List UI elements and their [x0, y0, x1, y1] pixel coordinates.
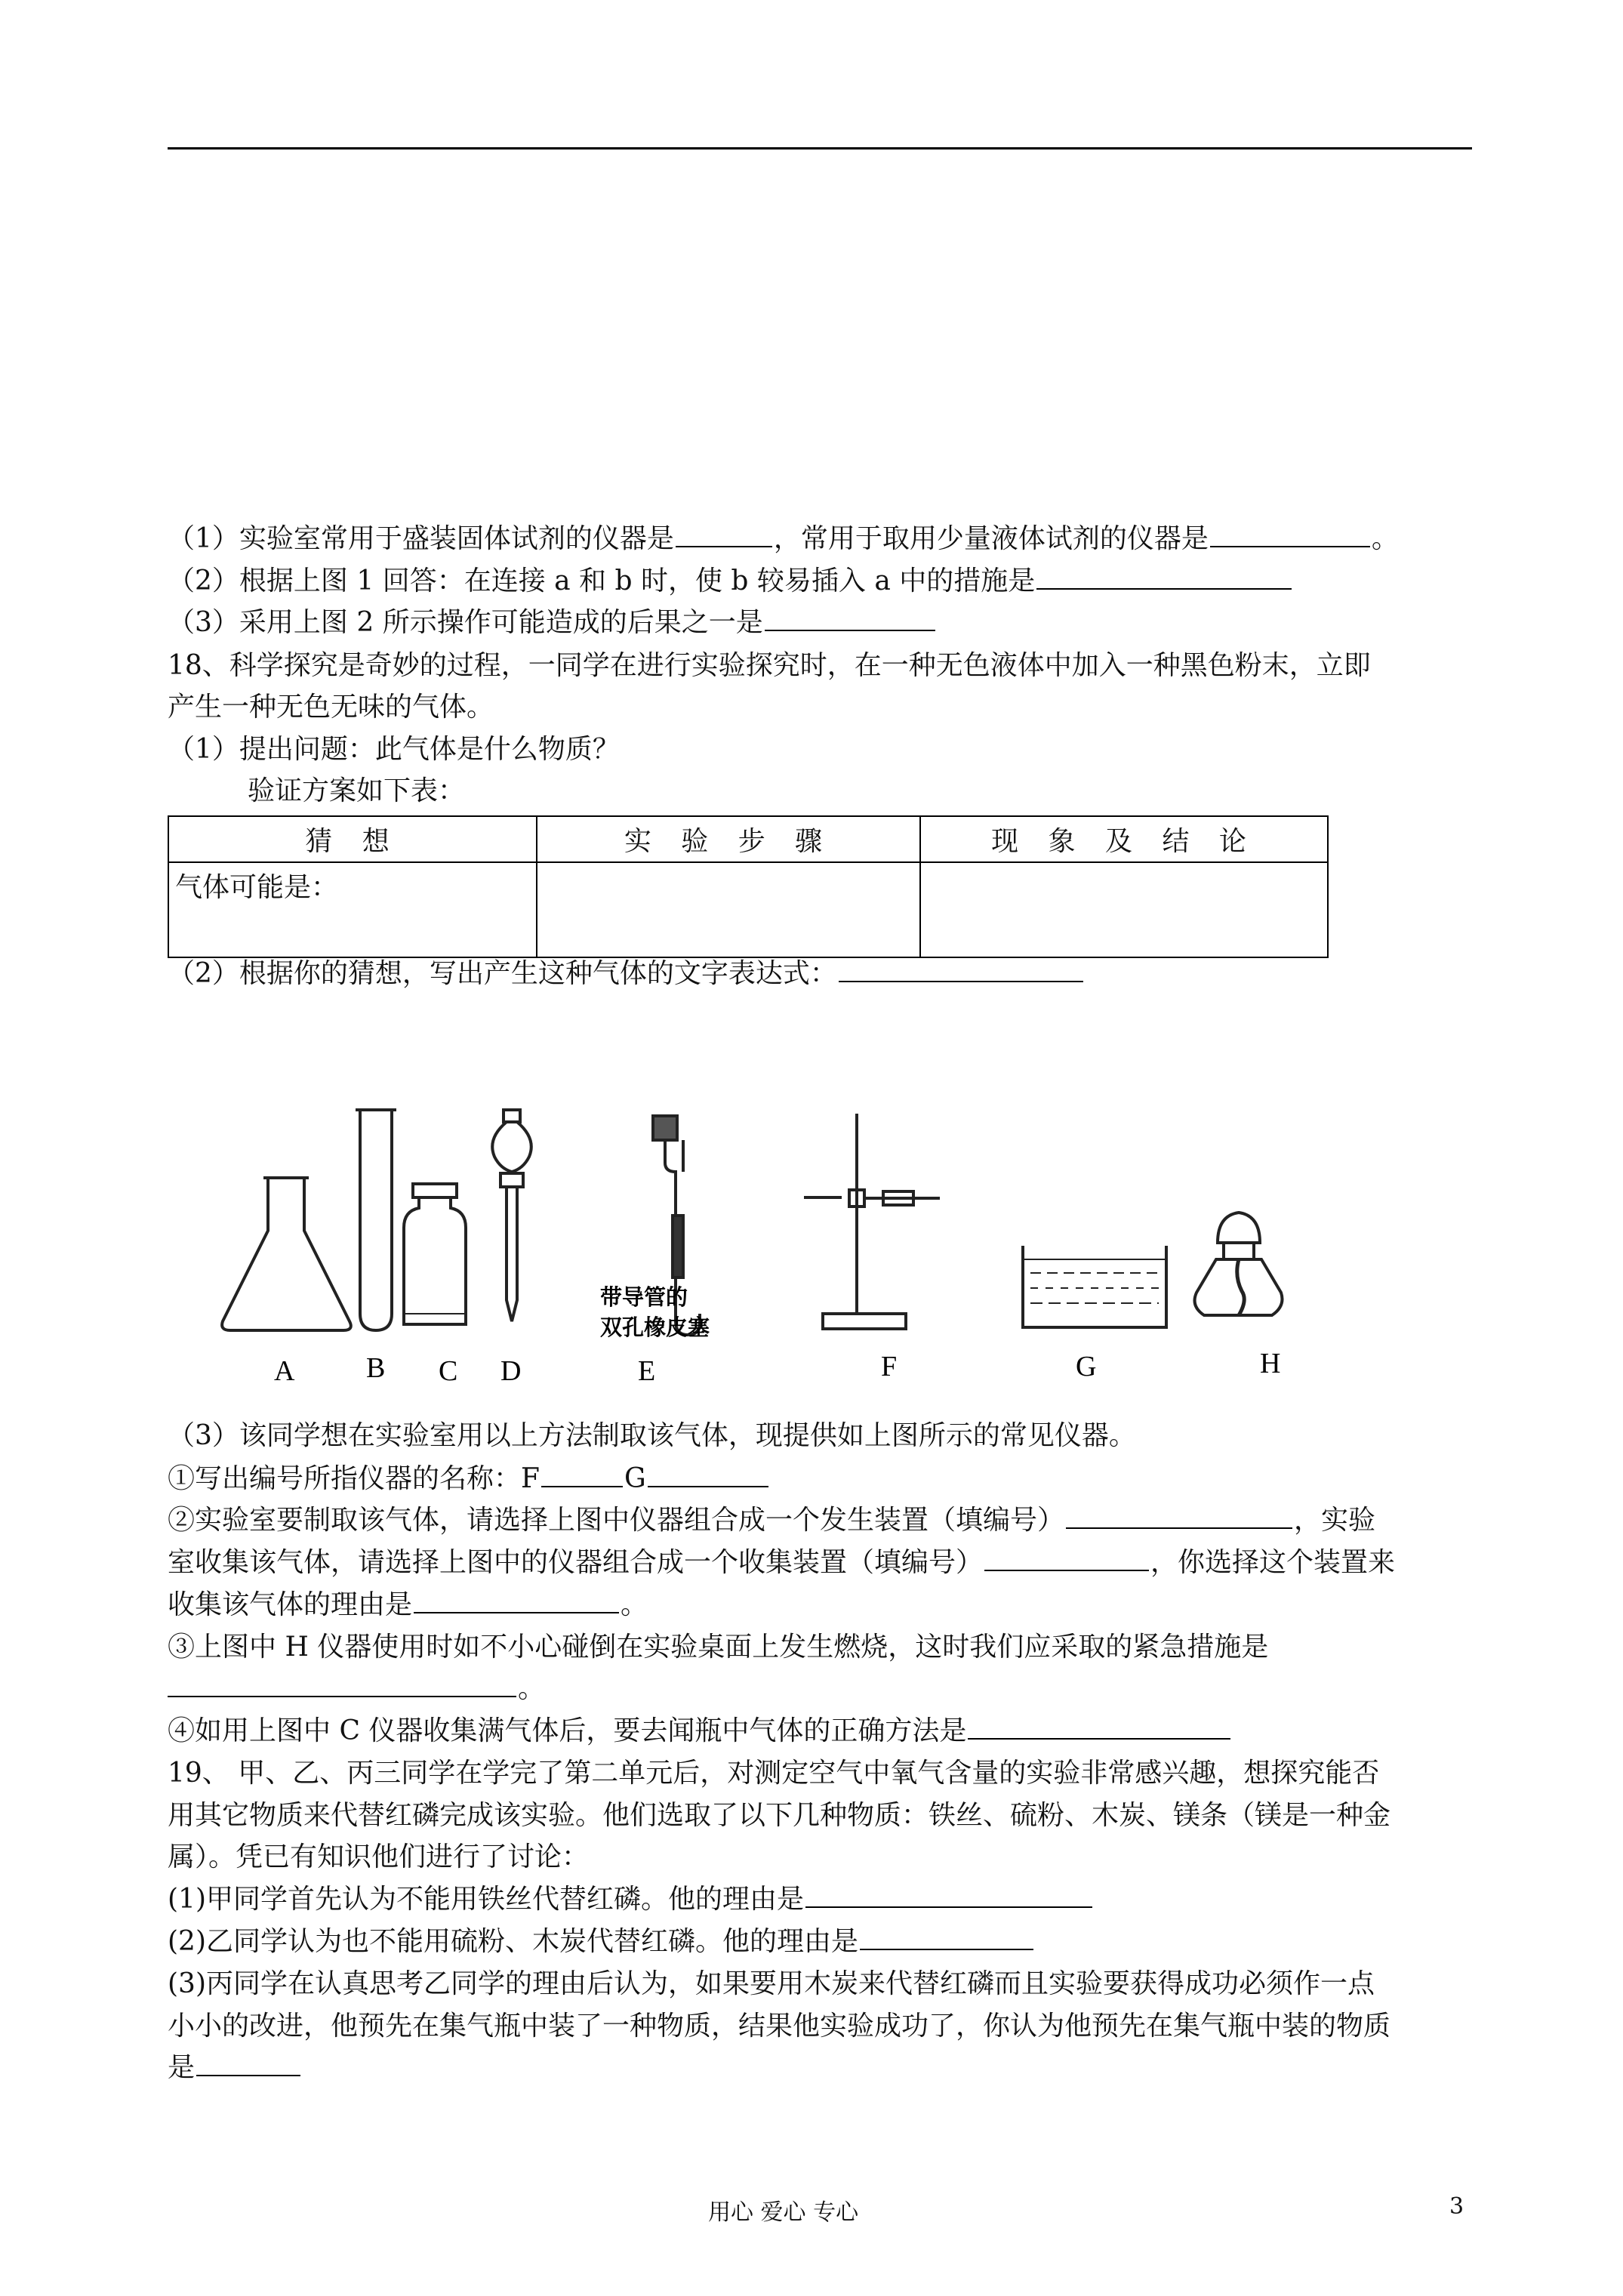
- stopper-caption-line1: 带导管的: [600, 1284, 688, 1310]
- answer-blank[interactable]: [805, 1884, 1092, 1908]
- answer-blank[interactable]: [839, 958, 1083, 982]
- q18-step2-text-b: ，实验: [1294, 1505, 1376, 1536]
- label-F: F: [881, 1351, 898, 1382]
- q18-step3-text: 。: [518, 1673, 546, 1704]
- table-header-steps: 实 验 步 骤: [537, 816, 920, 862]
- q18-step2-line3: [168, 1589, 648, 1622]
- answer-blank[interactable]: [968, 1715, 1230, 1740]
- q19-intro-line2: 用其它物质来代替红磷完成该实验。他们选取了以下几种物质：铁丝、硫粉、木炭、镁条（镁是一种金: [168, 1800, 1391, 1831]
- table-cell-result[interactable]: [920, 862, 1328, 957]
- q17-part1-text-a: （1）实验室常用于盛装固体试剂的仪器是: [168, 523, 674, 554]
- apparatus-figure: [215, 1095, 1310, 1404]
- label-A: A: [274, 1355, 295, 1387]
- table-header-row: [168, 816, 1328, 862]
- header-rule: [168, 147, 1472, 149]
- q19-part3-line1: (3)丙同学在认真思考乙同学的理由后认为，如果要用木炭来代替红磷而且实验要获得成功必须作一点: [168, 1968, 1375, 1999]
- q18-step3-line2: [168, 1672, 545, 1706]
- q17-part2-text: （2）根据上图 1 回答：在连接 a 和 b 时，使 b 较易插入 a 中的措施是: [168, 566, 1036, 596]
- q17-part1-text-b: ，常用于取用少量液体试剂的仪器是: [773, 523, 1209, 554]
- q19-intro-line3: 属）。凭已有知识他们进行了讨论：: [168, 1841, 590, 1872]
- table-header-guess: 猜 想: [168, 816, 537, 862]
- answer-blank[interactable]: [541, 1463, 623, 1487]
- q19-part1: [168, 1883, 1094, 1916]
- q19-part2-text: (2)乙同学认为也不能用硫粉、木炭代替红磷。他的理由是: [168, 1926, 858, 1957]
- q18-step2-text-a: ②实验室要制取该气体，请选择上图中仪器组合成一个发生装置（填编号）: [168, 1505, 1065, 1536]
- footer-motto: 用心 爱心 专心: [708, 2199, 859, 2226]
- q18-step1: [168, 1462, 770, 1496]
- q19-part3-text: 是: [168, 2052, 196, 2083]
- q17-part1-text-c: 。: [1371, 523, 1399, 554]
- label-C: C: [439, 1355, 458, 1387]
- q18-part3: （3）该同学想在实验室用以上方法制取该气体，现提供如上图所示的常见仪器。: [168, 1420, 1136, 1451]
- q18-part1: （1）提出问题：此气体是什么物质？: [168, 734, 620, 765]
- q18-step2-text-d: ，你选择这个装置来: [1150, 1547, 1396, 1578]
- q18-step4: [168, 1715, 1232, 1748]
- answer-blank[interactable]: [984, 1547, 1149, 1571]
- answer-blank[interactable]: [1210, 523, 1370, 547]
- verification-table: [168, 815, 1329, 958]
- q18-step3-line1: ③上图中 H 仪器使用时如不小心碰倒在实验桌面上发生燃烧，这时我们应采取的紧急措施是: [168, 1632, 1269, 1663]
- q18-step2-line2: [168, 1546, 1395, 1579]
- table-row: [168, 862, 1328, 957]
- answer-blank[interactable]: [765, 607, 935, 631]
- q18-part2-text: （2）根据你的猜想，写出产生这种气体的文字表达式：: [168, 958, 837, 989]
- q18-step1-text-b: G: [624, 1463, 646, 1494]
- q19-part3-line2: 小小的改进，他预先在集气瓶中装了一种物质，结果他实验成功了，你认为他预先在集气瓶中装的物质: [168, 2011, 1391, 2042]
- q19-part1-text: (1)甲同学首先认为不能用铁丝代替红磷。他的理由是: [168, 1884, 804, 1915]
- q17-part1: [168, 522, 1399, 556]
- q18-intro-line2: 产生一种无色无味的气体。: [168, 692, 494, 723]
- q18-plan-caption: 验证方案如下表：: [248, 775, 466, 806]
- page-number: 3: [1449, 2193, 1464, 2220]
- q19-part3-line3: [168, 2051, 302, 2085]
- table-header-result: 现 象 及 结 论: [920, 816, 1328, 862]
- q19-intro-line1: 19、 甲、乙、丙三同学在学完了第二单元后，对测定空气中氧气含量的实验非常感兴趣，想探究能否: [168, 1758, 1380, 1789]
- q18-step2-text-e: 收集该气体的理由是: [168, 1589, 413, 1620]
- q19-part2: [168, 1925, 1035, 1959]
- q17-part3-text: （3）采用上图 2 所示操作可能造成的后果之一是: [168, 607, 763, 638]
- q17-part2: [168, 565, 1293, 598]
- answer-blank[interactable]: [1066, 1505, 1292, 1529]
- table-cell-steps[interactable]: [537, 862, 920, 957]
- table-cell-guess[interactable]: 气体可能是：: [168, 862, 537, 957]
- answer-blank[interactable]: [414, 1589, 619, 1613]
- q18-step2-text-c: 室收集该气体，请选择上图中的仪器组合成一个收集装置（填编号）: [168, 1547, 984, 1578]
- answer-blank[interactable]: [676, 523, 772, 547]
- q18-step1-text-a: ①写出编号所指仪器的名称：F: [168, 1463, 540, 1494]
- answer-blank[interactable]: [1036, 566, 1292, 590]
- answer-blank[interactable]: [168, 1673, 516, 1697]
- q17-part3: [168, 606, 937, 639]
- q18-step4-text: ④如用上图中 C 仪器收集满气体后，要去闻瓶中气体的正确方法是: [168, 1715, 967, 1746]
- stopper-caption-line2: 双孔橡皮塞: [600, 1314, 710, 1340]
- answer-blank[interactable]: [860, 1926, 1033, 1950]
- q18-step2-text-f: 。: [621, 1589, 648, 1620]
- q18-intro-line1: 18、科学探究是奇妙的过程，一同学在进行实验探究时，在一种无色液体中加入一种黑色粉末，立即: [168, 650, 1371, 681]
- label-H: H: [1260, 1348, 1281, 1379]
- label-G: G: [1076, 1351, 1097, 1382]
- answer-blank[interactable]: [196, 2052, 300, 2076]
- q18-step2-line1: [168, 1504, 1375, 1537]
- label-B: B: [366, 1352, 386, 1384]
- q18-part2: [168, 957, 1085, 991]
- label-D: D: [500, 1355, 522, 1387]
- label-E: E: [638, 1355, 656, 1387]
- answer-blank[interactable]: [648, 1463, 768, 1487]
